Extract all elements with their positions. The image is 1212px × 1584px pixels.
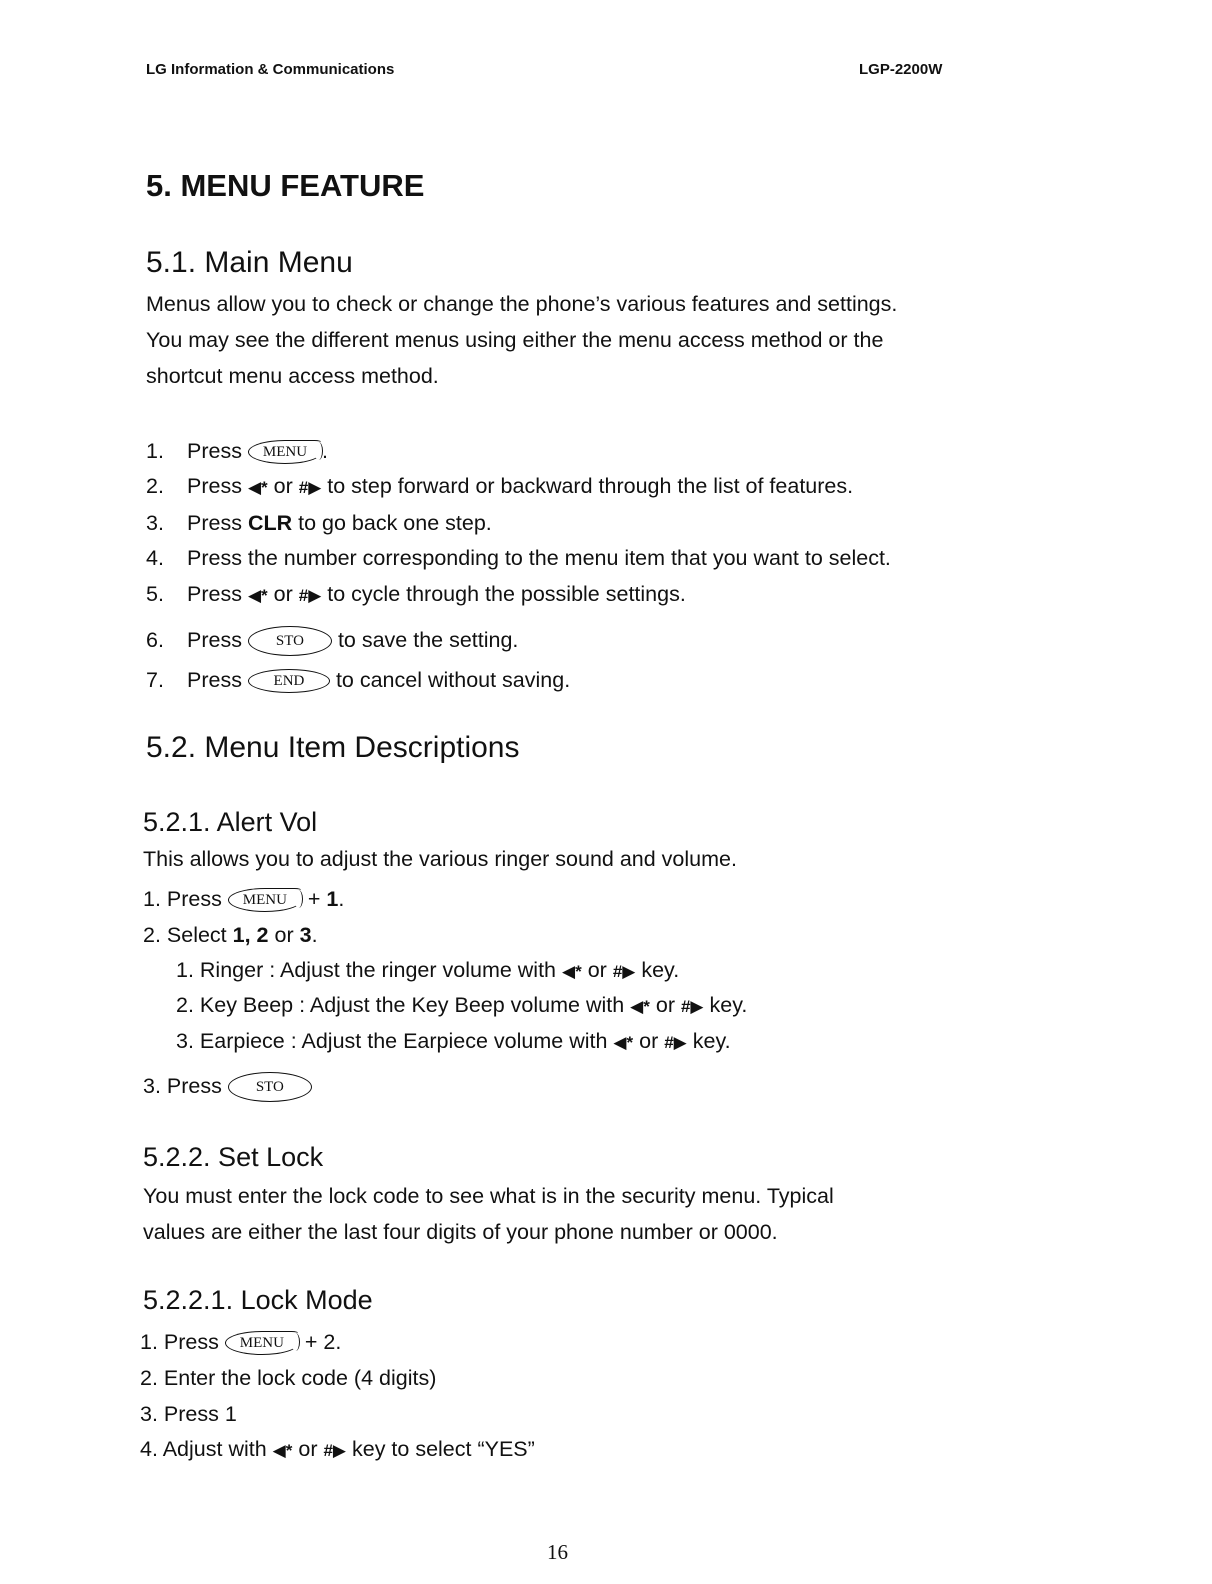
pound-right-key-icon: #▶ <box>680 997 704 1016</box>
left-star-key-icon: ◀* <box>272 1441 293 1460</box>
end-key-icon: END <box>248 669 330 693</box>
main-step-6: 6. Press STO to save the setting. <box>146 626 518 656</box>
intro-line: Menus allow you to check or change the phone’s various features and settings. <box>146 292 898 316</box>
main-menu-heading: 5.1. Main Menu <box>146 246 353 279</box>
lock-step-1: 1. Press MENU + 2. <box>140 1330 342 1354</box>
left-star-key-icon: ◀* <box>613 1033 634 1052</box>
intro-line: shortcut menu access method. <box>146 364 439 388</box>
page-number: 16 <box>547 1540 568 1564</box>
left-star-key-icon: ◀* <box>630 997 650 1016</box>
alert-step-2: 2. Select 1, 2 or 3. <box>143 923 318 947</box>
main-step-2: 2. Press ◀* or #▶ to step forward or backward through the list of features. <box>146 474 854 498</box>
lock-step-2: 2. Enter the lock code (4 digits) <box>140 1366 437 1390</box>
alert-step-3: 3. Press STO <box>143 1072 312 1102</box>
alert-vol-intro: This allows you to adjust the various ringer sound and volume. <box>143 847 737 871</box>
lock-step-4: 4. Adjust with ◀* or #▶ key to select “YES” <box>140 1437 535 1461</box>
set-lock-heading: 5.2.2. Set Lock <box>143 1142 324 1172</box>
left-star-key-icon: ◀* <box>562 962 582 981</box>
main-step-4: 4. Press the number corresponding to the menu item that you want to select. <box>146 546 891 570</box>
model-number: LGP-2200W <box>859 61 943 78</box>
company-name: LG Information & Communications <box>146 61 395 78</box>
lock-step-3: 3. Press 1 <box>140 1402 237 1426</box>
descriptions-heading: 5.2. Menu Item Descriptions <box>146 731 520 764</box>
pound-right-key-icon: #▶ <box>664 1033 687 1052</box>
main-step-7: 7. Press END to cancel without saving. <box>146 668 571 692</box>
main-menu-intro <box>146 286 1026 394</box>
menu-key-icon: MENU <box>228 888 302 912</box>
lock-mode-heading: 5.2.2.1. Lock Mode <box>143 1285 373 1315</box>
pound-right-key-icon: #▶ <box>323 1441 346 1460</box>
pound-right-key-icon: #▶ <box>298 478 322 497</box>
main-step-3: 3. Press CLR to go back one step. <box>146 511 492 535</box>
intro-line: You may see the different menus using either the menu access method or the <box>146 328 884 352</box>
alert-step-1: 1. Press MENU + 1. <box>143 887 345 911</box>
intro-line: values are either the last four digits of your phone number or 0000. <box>143 1220 778 1244</box>
page-title: 5. MENU FEATURE <box>146 168 425 203</box>
sto-key-icon: STO <box>228 1072 312 1102</box>
intro-line: You must enter the lock code to see what is in the security menu. Typical <box>143 1184 834 1208</box>
menu-key-icon: MENU <box>248 440 322 464</box>
clr-key: CLR <box>247 511 293 535</box>
alert-sub-ringer: 1. Ringer : Adjust the ringer volume with ◀* or #▶ key. <box>176 958 680 982</box>
set-lock-intro <box>143 1178 1023 1250</box>
left-star-key-icon: ◀* <box>247 478 268 497</box>
sto-key-icon: STO <box>248 626 332 656</box>
main-step-1: 1. Press MENU . <box>146 439 328 463</box>
pound-right-key-icon: #▶ <box>612 962 636 981</box>
pound-right-key-icon: #▶ <box>298 586 322 605</box>
alert-sub-earpiece: 3. Earpiece : Adjust the Earpiece volume with ◀* or #▶ key. <box>176 1029 731 1053</box>
menu-key-icon: MENU <box>225 1331 299 1355</box>
alert-sub-key-beep: 2. Key Beep : Adjust the Key Beep volume with ◀* or #▶ key. <box>176 993 748 1017</box>
alert-vol-heading: 5.2.1. Alert Vol <box>143 807 318 837</box>
left-star-key-icon: ◀* <box>247 586 268 605</box>
main-step-5: 5. Press ◀* or #▶ to cycle through the possible settings. <box>146 582 686 606</box>
